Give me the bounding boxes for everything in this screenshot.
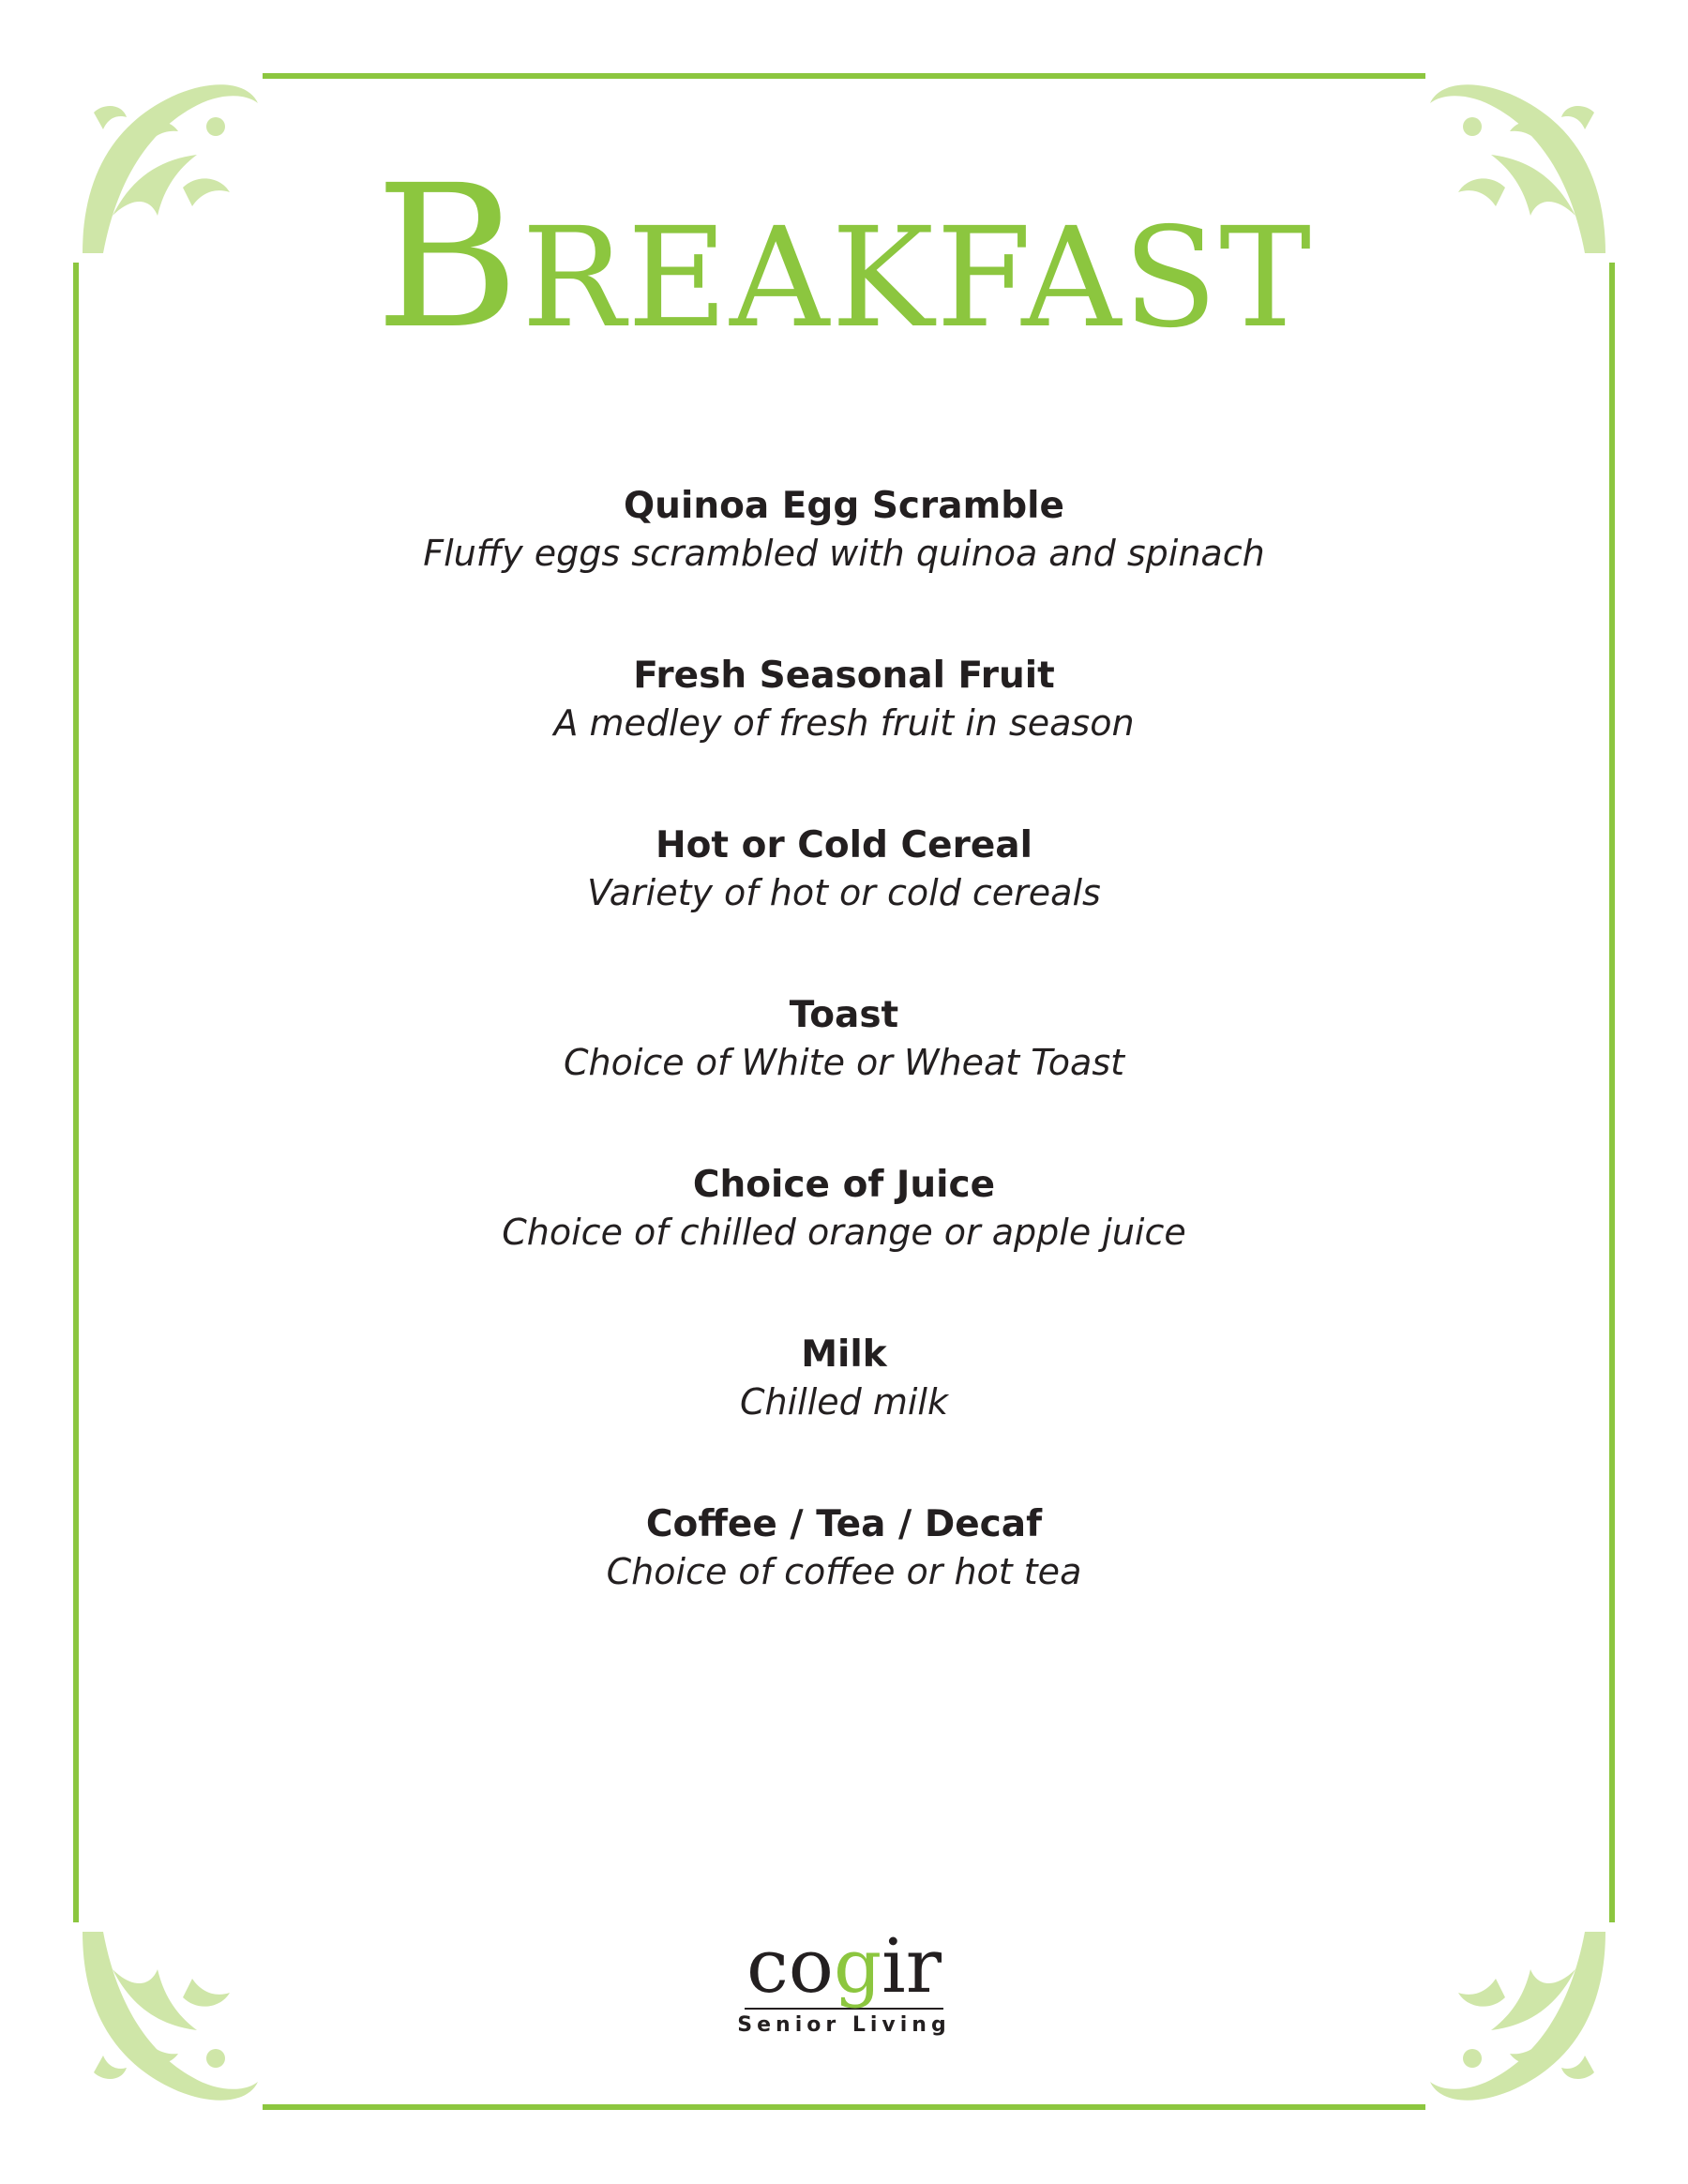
frame-top-line <box>263 73 1425 79</box>
page-title: Breakfast <box>374 143 1314 372</box>
frame-right-line <box>1609 263 1615 1922</box>
brand-logo <box>731 1922 957 2037</box>
flourish-ornament-icon <box>1425 1922 1613 2110</box>
menu-item-name: Quinoa Egg Scramble <box>624 485 1064 527</box>
menu-item <box>281 1162 1407 1332</box>
menu-item-description: Choice of coffee or hot tea <box>606 1551 1082 1592</box>
menu-item-name: Coffee / Tea / Decaf <box>645 1503 1043 1545</box>
menu-item-description: Choice of chilled orange or apple juice <box>502 1212 1186 1253</box>
menu-item <box>281 1501 1407 1671</box>
menu-item-description: A medley of fresh fruit in season <box>553 702 1135 744</box>
logo-wordmark <box>731 1922 957 2010</box>
menu-item-description: Variety of hot or cold cereals <box>587 872 1101 913</box>
logo-word-part: ir <box>882 1922 942 2010</box>
menu-item-name: Hot or Cold Cereal <box>656 824 1032 866</box>
menu-item <box>281 653 1407 822</box>
frame-bottom-line <box>263 2104 1425 2110</box>
menu-item-name: Fresh Seasonal Fruit <box>633 655 1055 697</box>
menu-item-description: Fluffy eggs scrambled with quinoa and spinach <box>423 533 1265 574</box>
logo-word-part: co <box>746 1922 834 2010</box>
menu-item-description: Chilled milk <box>739 1381 948 1423</box>
logo-tagline: Senior Living <box>737 2013 951 2037</box>
logo-word-accent: g <box>833 1922 882 2010</box>
menu-item-name: Toast <box>789 994 899 1036</box>
frame-left-line <box>73 263 79 1922</box>
menu-item <box>281 483 1407 653</box>
menu-item-name: Choice of Juice <box>692 1164 996 1206</box>
flourish-ornament-icon <box>75 1922 263 2110</box>
menu-item-description: Choice of White or Wheat Toast <box>563 1042 1125 1083</box>
menu-item <box>281 1332 1407 1501</box>
menu-list <box>281 483 1407 1671</box>
menu-item-name: Milk <box>801 1333 887 1376</box>
menu-item <box>281 992 1407 1162</box>
menu-item <box>281 822 1407 992</box>
